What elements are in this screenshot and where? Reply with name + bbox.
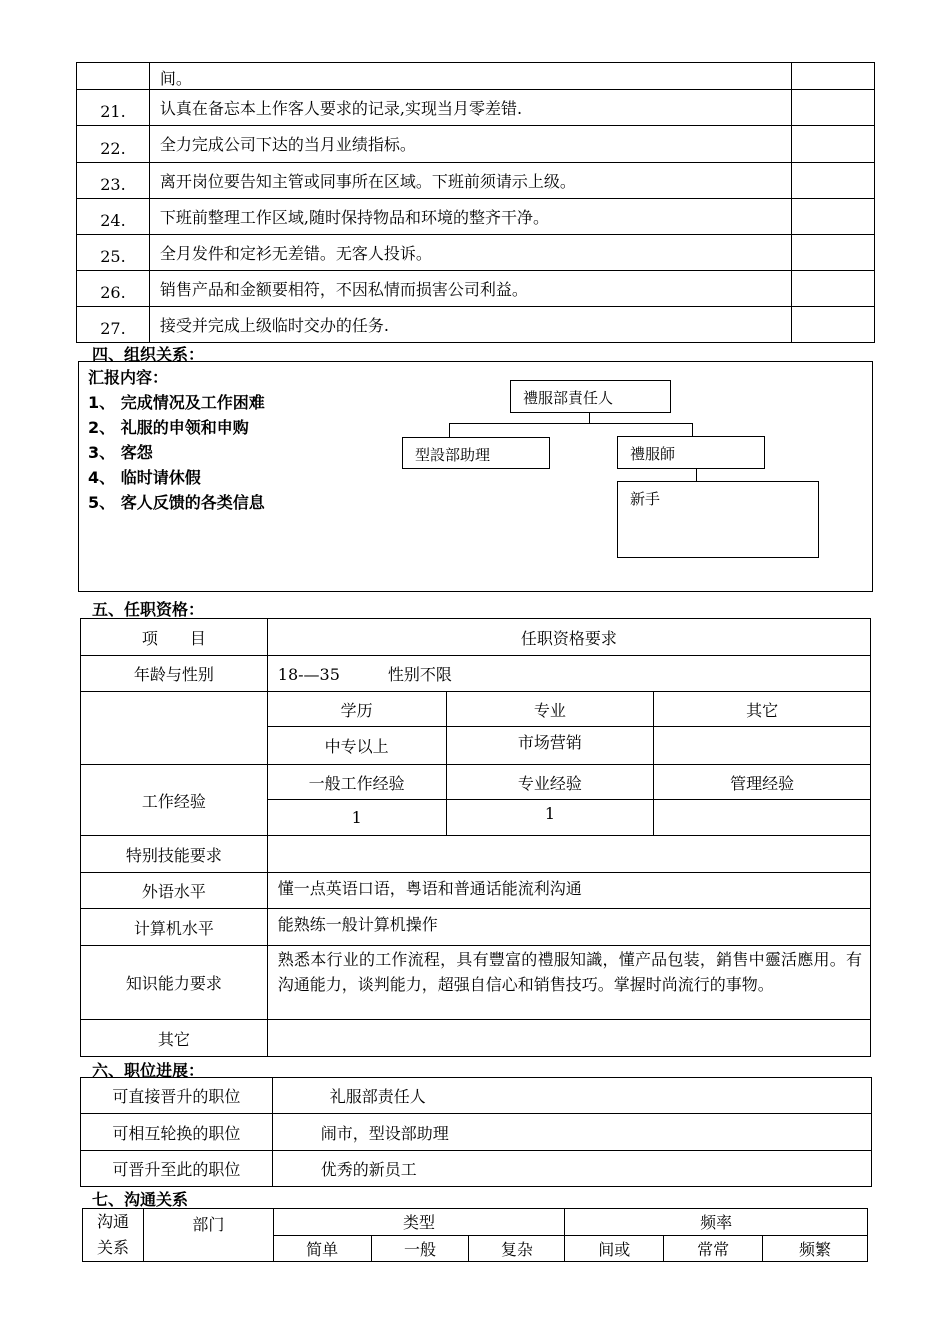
skill-label: 特别技能要求	[81, 836, 268, 873]
computer-label: 计算机水平	[81, 909, 268, 946]
comm-freq-occasional: 间或	[565, 1235, 664, 1262]
duty-text: 间。	[149, 63, 791, 90]
career-value: 闹市，型设部助理	[272, 1114, 871, 1151]
exp-header-management: 管理经验	[654, 765, 871, 800]
comm-col-type: 类型	[273, 1209, 565, 1236]
language-label: 外语水平	[81, 873, 268, 909]
edu-value-other	[654, 727, 871, 765]
duty-number: 21.	[77, 90, 150, 126]
edu-value-degree: 中专以上	[267, 727, 446, 765]
org-node-manager: 禮服部責任人	[510, 380, 671, 413]
org-node-newcomer: 新手	[617, 481, 819, 558]
comm-type-complex: 复杂	[469, 1235, 565, 1262]
report-item: 1、 完成情况及工作困难	[88, 393, 265, 412]
edu-value-major: 市场营销	[446, 727, 654, 765]
section-heading-qualifications: 五、任职资格：	[92, 600, 205, 619]
comm-col-department: 部门	[143, 1209, 273, 1262]
exp-value-management	[654, 800, 871, 836]
duty-text: 销售产品和金额要相符，不因私情而损害公司利益。	[149, 271, 791, 307]
duty-number: 25.	[77, 235, 150, 271]
edu-header-major: 专业	[446, 692, 654, 727]
career-label: 可直接晋升的职位	[81, 1078, 273, 1114]
duties-table	[76, 62, 875, 343]
other-value	[267, 1020, 870, 1057]
duty-number: 24.	[77, 199, 150, 235]
report-item: 4、 临时请休假	[88, 468, 201, 487]
comm-type-general: 一般	[371, 1235, 469, 1262]
section-heading-org: 四、组织关系：	[92, 345, 205, 364]
skill-value	[267, 836, 870, 873]
duty-score-cell	[792, 90, 875, 126]
comm-col-frequency: 频率	[565, 1209, 868, 1236]
computer-value: 能熟练一般计算机操作	[267, 909, 870, 946]
education-label-cell	[81, 692, 268, 765]
duty-text: 认真在备忘本上作客人要求的记录,实现当月零差错.	[149, 90, 791, 126]
duty-text: 全力完成公司下达的当月业绩指标。	[149, 126, 791, 163]
duty-number: 27.	[77, 307, 150, 343]
duty-text: 接受并完成上级临时交办的任务.	[149, 307, 791, 343]
duty-score-cell	[792, 271, 875, 307]
section-heading-career: 六、职位进展：	[92, 1061, 205, 1080]
language-value: 懂一点英语口语，粤语和普通话能流利沟通	[267, 873, 870, 909]
duty-score-cell	[792, 63, 875, 90]
career-table	[80, 1077, 872, 1187]
comm-col-relation-line: 关系	[96, 1238, 129, 1257]
report-content	[88, 365, 265, 515]
report-title: 汇报内容：	[88, 368, 169, 387]
col-header-requirement: 任职资格要求	[267, 619, 870, 656]
knowledge-label: 知识能力要求	[81, 946, 268, 1020]
edu-header-other: 其它	[654, 692, 871, 727]
duty-number: 23.	[77, 163, 150, 199]
comm-col-relation-line: 沟通	[96, 1212, 129, 1231]
career-value: 礼服部责任人	[272, 1078, 871, 1114]
report-item: 3、 客怨	[88, 443, 153, 462]
duty-score-cell	[792, 163, 875, 199]
edu-header-degree: 学历	[267, 692, 446, 727]
org-connector	[449, 423, 450, 437]
duty-number: 22.	[77, 126, 150, 163]
comm-type-simple: 简单	[273, 1235, 371, 1262]
comm-col-relation	[83, 1209, 144, 1262]
exp-value-professional: 1	[446, 800, 654, 836]
duty-text: 全月发件和定衫无差错。无客人投诉。	[149, 235, 791, 271]
section-heading-communication: 七、沟通关系	[92, 1190, 189, 1209]
org-connector	[692, 423, 693, 437]
other-label: 其它	[81, 1020, 268, 1057]
exp-header-professional: 专业经验	[446, 765, 654, 800]
duty-score-cell	[792, 307, 875, 343]
org-connector	[449, 423, 693, 424]
report-item: 5、 客人反馈的各类信息	[88, 493, 265, 512]
knowledge-value: 熟悉本行业的工作流程，具有豐富的禮服知識，懂产品包装，銷售中靈活應用。有沟通能力，谈判能力，超强自信心和销售技巧。掌握时尚流行的事物。	[267, 946, 870, 1020]
duty-number: 26.	[77, 271, 150, 307]
col-header-item: 项 目	[81, 619, 268, 656]
age-label: 年龄与性别	[81, 656, 268, 692]
org-connector	[696, 469, 697, 481]
qualifications-table	[80, 618, 871, 1057]
age-value: 18-—35 性别不限	[267, 656, 870, 692]
experience-label: 工作经验	[81, 765, 268, 836]
comm-freq-often: 常常	[664, 1235, 763, 1262]
org-node-dress-stylist: 禮服師	[617, 436, 765, 469]
duty-score-cell	[792, 199, 875, 235]
duty-number	[77, 63, 150, 90]
duty-text: 下班前整理工作区域,随时保持物品和环境的整齐干净。	[149, 199, 791, 235]
org-node-design-assistant: 型設部助理	[402, 437, 550, 469]
duty-text: 离开岗位要告知主管或同事所在区域。下班前须请示上级。	[149, 163, 791, 199]
exp-header-general: 一般工作经验	[267, 765, 446, 800]
career-label: 可相互轮换的职位	[81, 1114, 273, 1151]
career-value: 优秀的新员工	[272, 1151, 871, 1187]
comm-freq-frequent: 频繁	[763, 1235, 868, 1262]
exp-value-general: 1	[267, 800, 446, 836]
career-label: 可晋升至此的职位	[81, 1151, 273, 1187]
duty-score-cell	[792, 126, 875, 163]
duty-score-cell	[792, 235, 875, 271]
communication-table	[82, 1208, 868, 1262]
report-item: 2、 礼服的申领和申购	[88, 418, 249, 437]
